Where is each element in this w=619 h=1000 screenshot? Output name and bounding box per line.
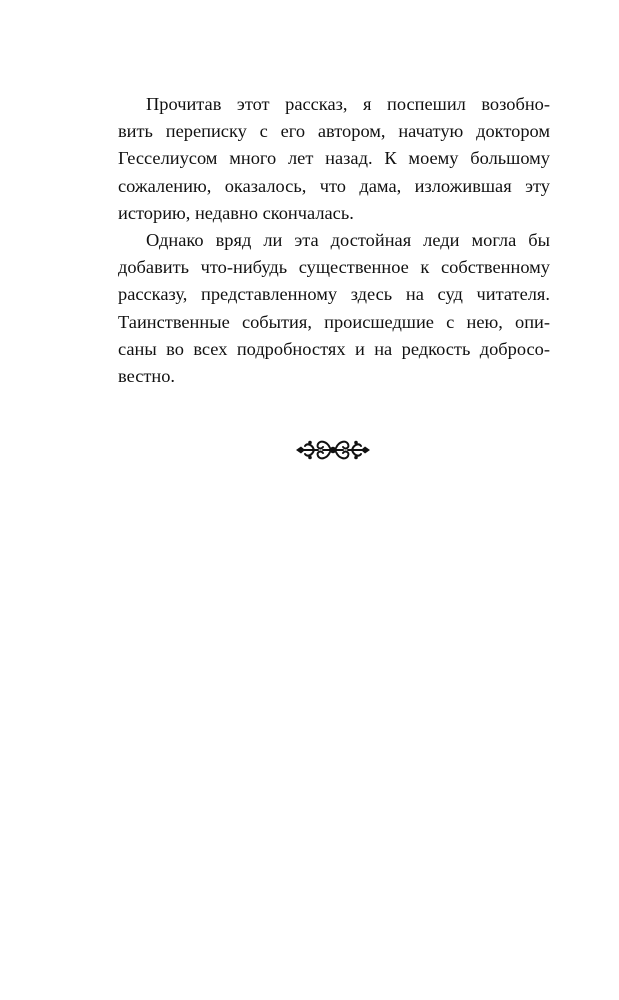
body-text [118,91,550,390]
paragraph-1 [118,91,550,227]
text-line: вить переписку с его автором, начатую доктором [118,121,550,142]
text-line: саны во всех подробностях и на редкость добросо- [118,338,550,359]
text-line: Прочитав этот рассказ, я поспешил возобнo- [146,94,550,114]
text-line: добавить что-нибудь существенное к собственному [118,257,550,278]
text-line: Гесселиусом много лет назад. К моему большому [118,148,550,169]
text-line: Однако вряд ли эта достойная леди могла бы [146,229,550,250]
text-line: историю, недавно скончалась. [118,202,354,223]
paragraph-2 [118,227,550,390]
fleuron-ornament-icon [290,430,376,470]
text-line: рассказу, представленному здесь на суд читателя. [118,284,550,305]
text-line: сожалению, оказалось, что дама, изложившая эту [118,175,550,196]
text-line: Таинственные события, происшедшие с нею, опи- [118,311,550,332]
text-line: вестно. [118,365,176,386]
